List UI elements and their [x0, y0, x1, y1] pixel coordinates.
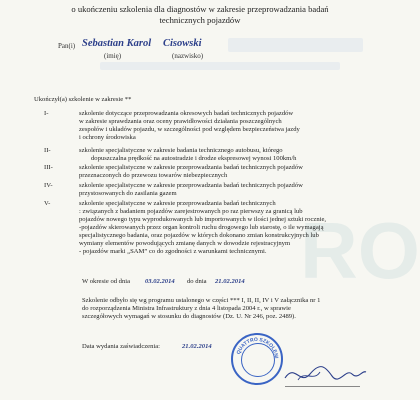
last-name-caption: (nazwisko) — [172, 52, 204, 60]
section-text-line: szkolenie specjalistyczne w zakresie przeprowadzania badań technicznych pojazdów — [79, 182, 303, 189]
section-number: IV- — [44, 182, 53, 189]
section-text-line: i ochrony środowiska — [79, 134, 136, 141]
section-text-line: szkolenie specjalistyczne w zakresie przeprowadzania badań technicznych pojazdów — [79, 164, 303, 171]
redacted-field — [228, 38, 363, 52]
section-text-line: szkolenie dotyczące przeprowadzania okresowych badań technicznych pojazdów — [79, 110, 294, 117]
header-line-2: technicznych pojazdów — [159, 15, 241, 25]
period-label-to: do dnia — [187, 278, 207, 285]
section-text-line: przeznaczonych do przewozu towarów niebezpiecznych — [79, 172, 228, 179]
first-name-caption: (imię) — [104, 52, 122, 60]
program-line: szczegółowych wymagań w stosunku do diagnostów (Dz. U. Nr 246, poz. 2489). — [82, 313, 296, 320]
watermark-logo: RO — [300, 206, 420, 295]
section-text-line: - pojazdów marki „SAM” co do zgodności z warunkami technicznymi. — [79, 248, 267, 255]
section-text-line: szkolenie specjalistyczne w zakresie przeprowadzania badań technicznych — [79, 200, 276, 207]
section-text-line: -pojazdów skierowanych przez organ kontroli ruchu drogowego lub starostę, o ile wymagają — [79, 224, 324, 231]
signature-line — [285, 386, 360, 387]
section-number: I- — [44, 110, 49, 117]
completion-label: Ukończył(a) szkolenie w zakresie ** — [34, 96, 132, 103]
section-text-line: specjalistycznego badania, oraz pojazdów w których dokonano zmian konstrukcyjnych lub — [79, 232, 319, 239]
signature — [280, 358, 370, 388]
official-stamp — [231, 333, 283, 385]
section-text-line: dopuszczalna prędkość na autostradzie i drodze ekspresowej wynosi 100km/h — [91, 155, 297, 162]
program-line: Szkolenie odbyło się wg programu ustalonego w części *** I, II, II, IV i V załącznika nr 1 — [82, 297, 321, 304]
person-last-name: Cisowski — [163, 38, 202, 49]
redacted-field — [100, 62, 340, 70]
person-prefix: Pan(i) — [58, 42, 76, 50]
period-date-to: 21.02.2014 — [215, 278, 245, 285]
period-date-from: 03.02.2014 — [145, 278, 175, 285]
section-text-line: przystosowanych do zasilania gazem — [79, 190, 177, 197]
section-text-line: zespołów i układów pojazdu, w szczególności pod względem bezpieczeństwa jazdy — [79, 126, 300, 133]
section-text-line: szkolenie specjalistyczne w zakresie badania technicznego autobusu, którego — [79, 147, 283, 154]
section-text-line: : związanych z badaniem pojazdów zarejestrowanych po raz pierwszy za granicą lub — [79, 208, 303, 215]
section-text-line: wymiany elementów powodujących zmianę danych w dowodzie rejestracyjnym — [79, 240, 291, 247]
program-line: do rozporządzenia Ministra Infrastruktury z dnia 4 listopada 2004 r., w sprawie — [82, 305, 291, 312]
issue-date-label: Data wydania zaświadczenia: — [82, 343, 160, 350]
header-line-1: o ukończeniu szkolenia dla diagnostów w zakresie przeprowadzania badań — [71, 4, 329, 14]
section-text-line: w zakresie sprawdzania oraz oceny prawidłowości działania poszczególnych — [79, 118, 282, 125]
section-number: III- — [44, 164, 53, 171]
section-number: V- — [44, 200, 51, 207]
section-number: II- — [44, 147, 51, 154]
svg-text:QUATTRO SZKOLENIA: QUATTRO SZKOLENI — [235, 336, 279, 359]
issue-date: 21.02.2014 — [182, 343, 212, 350]
person-first-name: Sebastian Karol — [82, 38, 152, 49]
section-text-line: pojazdów nowego typu wyprodukowanych lub importowanych w ilości jednej sztuki rocznie, — [79, 216, 327, 223]
period-label-from: W okresie od dnia — [82, 278, 131, 285]
